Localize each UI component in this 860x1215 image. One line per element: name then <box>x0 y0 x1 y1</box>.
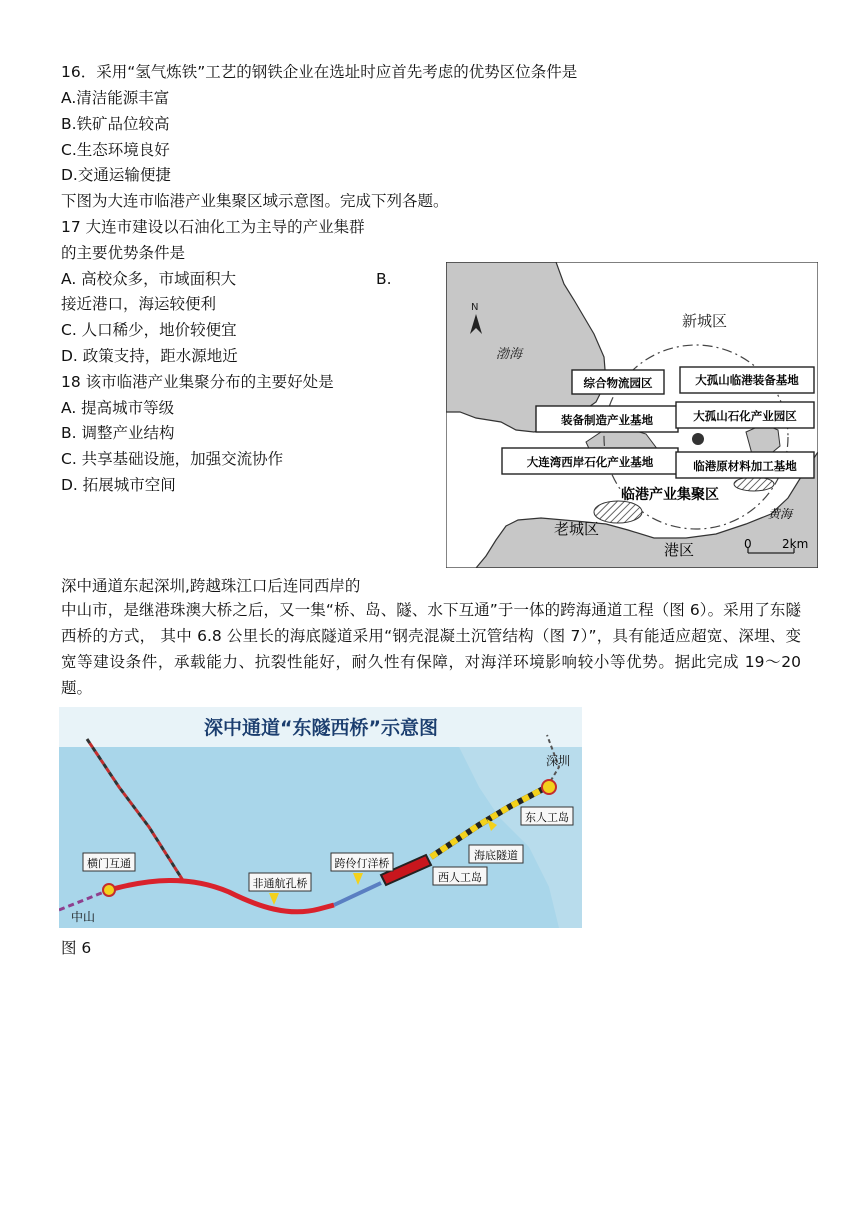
passage-paragraph: 中山市，是继港珠澳大桥之后，又一集“桥、岛、隧、水下互通”于一体的跨海通道工程（图 6）。采用了东隧西桥的方式， 其中 6.8 公里长的海底隧道采用“钢壳混凝土沉管结构（图 7）”，具有能适应超宽、深埋、变宽等建设条件，承载能力、抗裂性能好，耐久性有保障，对海洋环境影响较小等优势。据此完成 19～20 题。 <box>61 601 801 697</box>
intro-dalian: 下图为大连市临港产业集聚区域示意图。完成下列各题。 <box>61 192 449 210</box>
q16-stem: 16．采用“氢气炼铁”工艺的钢铁企业在选址时应首先考虑的优势区位条件是 <box>61 63 578 81</box>
shenzhen-label: 深圳 <box>546 754 571 768</box>
q17-option-d: D. 政策支持，距水源地近 <box>61 347 238 365</box>
box-dagushan-equip: 大孤山临港装备基地 <box>695 373 799 387</box>
tunnel-label: 海底隧道 <box>474 849 518 862</box>
q17-option-b-letter: B. <box>376 270 392 288</box>
cluster-label: 临港产业集聚区 <box>621 487 719 503</box>
old-city-label: 老城区 <box>554 520 600 538</box>
north-label: N <box>471 302 479 313</box>
box-dalianwan: 大连湾西岸石化产业基地 <box>526 455 654 469</box>
q16-option-c: C.生态环境良好 <box>61 141 170 159</box>
hengmen-label: 横门互通 <box>87 857 131 870</box>
q16-option-d: D.交通运输便捷 <box>61 166 171 184</box>
q18-option-a: A. 提高城市等级 <box>61 399 175 417</box>
bohai-label: 渤海 <box>496 347 523 362</box>
q18-option-c: C. 共享基础设施，加强交流协作 <box>61 450 284 468</box>
west-island-label: 西人工岛 <box>438 871 482 884</box>
q17-stem-line2: 的主要优势条件是 <box>61 244 186 262</box>
yellow-sea-label: 黄海 <box>768 507 793 521</box>
new-city-label: 新城区 <box>682 312 728 330</box>
non-nav-bridge-label: 非通航孔桥 <box>252 877 308 890</box>
old-city-hatch <box>594 501 642 523</box>
center-dot <box>692 433 704 445</box>
scale-zero: 0 <box>744 537 752 551</box>
q17-option-a: A. 高校众多，市域面积大 <box>61 270 237 288</box>
shenzhong-channel-map <box>59 707 582 928</box>
q17-stem-line1: 17 大连市建设以石油化工为主导的产业集群 <box>61 218 365 236</box>
figure-caption: 图 6 <box>61 939 92 957</box>
q16-option-b: B.铁矿品位较高 <box>61 115 170 133</box>
hengmen-node <box>103 884 115 896</box>
q17-option-b: 接近港口，海运较便利 <box>61 295 217 313</box>
port-label: 港区 <box>664 541 695 559</box>
east-island-label: 东人工岛 <box>525 811 569 824</box>
map2-title: 深中通道“东隧西桥”示意图 <box>204 717 438 739</box>
q18-stem: 18 该市临港产业集聚分布的主要好处是 <box>61 373 334 391</box>
box-raw-material: 临港原材料加工基地 <box>693 459 797 473</box>
zhongshan-label: 中山 <box>71 910 96 924</box>
dalian-industry-map <box>446 262 818 568</box>
box-dagushan-petro: 大孤山石化产业园区 <box>693 409 797 423</box>
q16-option-a: A.清洁能源丰富 <box>61 89 170 107</box>
lingding-bridge-label: 跨伶仃洋桥 <box>334 857 390 870</box>
q18-option-b: B. 调整产业结构 <box>61 424 175 442</box>
passage-line1: 深中通道东起深圳,跨越珠江口后连同西岸的 <box>61 577 361 595</box>
box-logistics: 综合物流园区 <box>583 376 653 390</box>
shenzhen-node <box>542 780 556 794</box>
box-equipment: 装备制造产业基地 <box>561 413 653 427</box>
scale-two: 2km <box>782 537 809 551</box>
q18-option-d: D. 拓展城市空间 <box>61 476 176 494</box>
q17-option-c: C. 人口稀少，地价较便宜 <box>61 321 237 339</box>
port-hatch <box>734 477 774 491</box>
